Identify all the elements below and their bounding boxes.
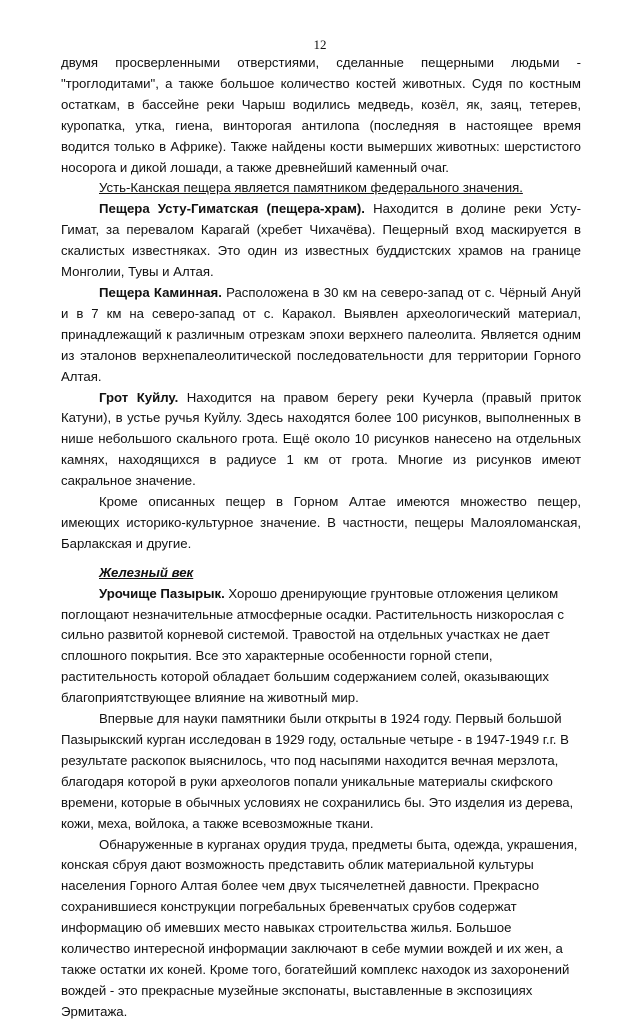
kuylu-title: Грот Куйлу. <box>99 389 179 405</box>
paragraph-pazyryk <box>61 584 581 709</box>
kuylu-text: Находится на правом берегу реки Кучерла (правый приток Катуни), в устье ручья Куйлу. Здесь находятся более 100 рисунков, выполненных в нише небольшого скального грота. Ещё около 10 рисунков нанесено на отдельных камнях, находящихся в радиусе 1 км от грота. Многие из рисунков имеют сакральное значение. <box>61 389 581 489</box>
kaminnaya-text: Расположена в 30 км на северо-запад от с. Чёрный Ануй и в 7 км на северо-запад от с. Каракол. Выявлен археологический материал, принадлежащий к различным отрезкам эпохи верхнего палеолита. Является одним из эталонов верхнепалеолитической последовательности для территории Горного Алтая. <box>61 284 581 384</box>
paragraph-kurgan-finds: Обнаруженные в курганах орудия труда, предметы быта, одежда, украшения, конская сбруя дают возможность представить облик материальной культуры населения Горного Алтая более чем двух тысячелетней давности. Прекрасно сохранившиеся конструкции погребальных бревенчатых срубов содержат информацию об имевших место навыках строительства жилья. Большое количество интересной информации заключают в себе мумии вождей и их жен, а также остатки их коней. Кроме того, богатейший комплекс находок из захоронений вождей - это прекрасные музейные экспонаты, выставленные в экспозициях Эрмитажа. <box>61 836 578 1019</box>
ustu-gimat-text: Находится в долине реки Усту-Гимат, за перевалом Карагай (хребет Чихачёва). Пещерный вход маскируется в скалистых известняках. Это один из известных буддистских храмов на границе Монголии, Тувы и Алтая. <box>61 201 581 280</box>
paragraph-ust-kan-status: Усть-Канская пещера является памятником федерального значения. <box>99 180 523 196</box>
paragraph-discovery: Впервые для науки памятники были открыты в 1924 году. Первый большой Пазырыкский курган исследован в 1929 году, остальные четыре - в 1947-1949 г.г. В результате раскопок выяснилось, что под насыпями находится вечная мерзлота, благодаря которой в руки археологов попали уникальные материалы скифского времени, которые в обычных условиях не сохранились бы. Это изделия из дерева, кожи, меха, войлока, а также всевозможные ткани. <box>61 711 574 831</box>
kaminnaya-title: Пещера Каминная. <box>99 284 222 300</box>
ustu-gimat-title: Пещера Усту-Гиматская (пещера-храм). <box>99 201 365 217</box>
paragraph-kaminnaya <box>61 283 581 388</box>
pazyryk-text: Хорошо дренирующие грунтовые отложения целиком поглощают незначительные атмосферные осадки. Растительность низкорослая с сильно развитой корневой системой. Травостой на отдельных участках не дает сплошного покрытия. Все это характерные особенности горной степи, растительность которой обладает большим содержанием солей, оказывающих благоприятствующее влияние на животный мир. <box>61 585 564 706</box>
page-body <box>61 53 581 1023</box>
page-number: 12 <box>313 37 327 52</box>
paragraph-other-caves: Кроме описанных пещер в Горном Алтае имеются множество пещер, имеющих историко-культурное значение. В частности, пещеры Малояломанская, Барлакская и другие. <box>61 494 581 551</box>
paragraph-cave-finds: двумя просверленными отверстиями, сделанные пещерными людьми - "троглодитами", а также большое количество костей животных. Судя по костным остаткам, в бассейне реки Чарыш водились медведь, козёл, як, заяц, тетерев, куропатка, утка, гиена, винторогая антилопа (последняя в настоящее время водится только в Африке). Также найдены кости вымерших животных: шерстистого носорога и дикой лошади, а также древнейший каменный очаг. <box>61 55 581 175</box>
paragraph-ustu-gimat <box>61 199 581 283</box>
paragraph-kuylu <box>61 388 581 493</box>
section-heading-iron-age: Железный век <box>99 564 194 580</box>
pazyryk-title: Урочище Пазырык. <box>99 585 225 601</box>
